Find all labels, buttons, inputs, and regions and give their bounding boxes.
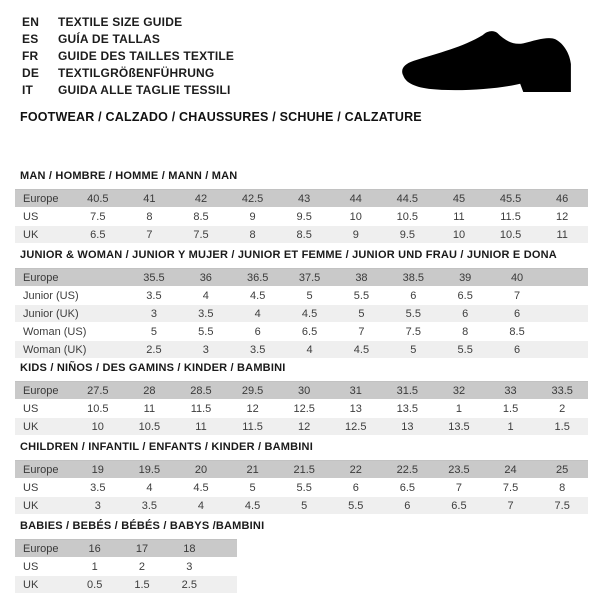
size-cell: 2 [536,400,588,418]
size-cell: 12 [278,418,330,436]
size-cell: 12 [227,400,279,418]
row-label: UK [15,576,71,594]
size-cell: 4 [232,305,284,323]
size-cell: 11 [536,226,588,244]
size-cell: 1.5 [485,400,537,418]
table-rule [15,539,237,594]
size-cell: 10.5 [485,226,537,244]
size-cell: 6 [439,305,491,323]
size-cell: 36 [180,269,232,287]
size-cell: 1 [71,558,118,576]
size-cell: 4.5 [284,305,336,323]
size-cell: 4.5 [227,497,279,515]
spacer-cell [213,558,237,576]
lang-title: GUÍA DE TALLAS [58,31,161,46]
size-cell: 23.5 [433,461,485,479]
size-cell: 5 [284,287,336,305]
table-rule [15,460,588,515]
size-cell: 35.5 [128,269,180,287]
size-cell: 7.5 [536,497,588,515]
size-cell: 27.5 [72,382,124,400]
size-cell: 6.5 [72,226,124,244]
size-cell: 5.5 [278,479,330,497]
size-cell: 13 [330,400,382,418]
size-cell: 28 [124,382,176,400]
size-cell: 7 [433,479,485,497]
row-label: US [15,208,72,226]
size-cell: 10.5 [72,400,124,418]
table-row-sizes [15,226,588,244]
size-cell: 4 [124,479,176,497]
size-cell: 8.5 [491,323,543,341]
row-label: Junior (UK) [15,305,128,323]
size-cell: 29.5 [227,382,279,400]
size-cell: 4 [175,497,227,515]
size-cell: 18 [166,540,213,558]
size-cell: 42 [175,190,227,208]
size-cell: 7.5 [175,226,227,244]
size-cell: 21.5 [278,461,330,479]
lang-code: DE [22,65,40,80]
size-table-kids [15,382,588,436]
size-cell: 0.5 [71,576,118,594]
size-cell: 3 [128,305,180,323]
size-cell: 38 [336,269,388,287]
table-row-region-header [15,540,237,558]
size-cell: 45.5 [485,190,537,208]
table-row-region-header [15,269,588,287]
table-rule [15,268,588,359]
spacer-cell [543,323,588,341]
size-cell: 19 [72,461,124,479]
size-cell: 32 [433,382,485,400]
size-cell: 7 [124,226,176,244]
size-cell: 13.5 [382,400,434,418]
size-cell: 6 [382,497,434,515]
lang-code: EN [22,14,40,29]
row-label: Woman (UK) [15,341,128,359]
size-cell: 41 [124,190,176,208]
size-cell: 5 [336,305,388,323]
size-cell: 19.5 [124,461,176,479]
size-cell: 9 [227,208,279,226]
size-cell: 25 [536,461,588,479]
spacer-cell [543,269,588,287]
size-cell: 16 [71,540,118,558]
size-cell: 13 [382,418,434,436]
lang-title: TEXTILE SIZE GUIDE [58,14,183,29]
size-cell: 6.5 [284,323,336,341]
size-cell: 33 [485,382,537,400]
size-cell: 10.5 [382,208,434,226]
size-cell: 36.5 [232,269,284,287]
size-cell: 3 [166,558,213,576]
spacer-cell [543,287,588,305]
size-cell: 2.5 [128,341,180,359]
size-cell: 10.5 [124,418,176,436]
size-cell: 11.5 [485,208,537,226]
table-title-junior-woman: JUNIOR & WOMAN / JUNIOR Y MUJER / JUNIOR ET FEMME / JUNIOR UND FRAU / JUNIOR E DONA [20,249,557,261]
size-table-junior-woman [15,269,588,359]
size-table-babies [15,540,237,594]
lang-title: GUIDA ALLE TAGLIE TESSILI [58,82,231,97]
size-cell: 8 [227,226,279,244]
size-cell: 5.5 [387,305,439,323]
size-cell: 7.5 [485,479,537,497]
size-cell: 8 [536,479,588,497]
size-cell: 4.5 [175,479,227,497]
table-row-region-header [15,190,588,208]
row-label: Woman (US) [15,323,128,341]
lang-row-de [22,64,234,81]
size-cell: 21 [227,461,279,479]
size-cell: 44.5 [382,190,434,208]
table-row-sizes [15,479,588,497]
size-cell: 11 [433,208,485,226]
lang-code: IT [22,82,34,97]
size-cell: 4.5 [232,287,284,305]
table-row-region-header [15,382,588,400]
row-label: Junior (US) [15,287,128,305]
size-cell: 1 [433,400,485,418]
size-cell: 12 [536,208,588,226]
size-cell: 4 [180,287,232,305]
table-title-man: MAN / HOMBRE / HOMME / MANN / MAN [20,170,238,182]
size-cell: 6 [491,305,543,323]
size-cell: 8.5 [175,208,227,226]
size-cell: 10 [72,418,124,436]
lang-row-es [22,30,234,47]
size-cell: 3.5 [232,341,284,359]
language-title-block [22,13,234,98]
size-cell: 39 [439,269,491,287]
section-junior-woman [15,249,588,359]
lang-row-it [22,81,234,98]
size-cell: 3.5 [72,479,124,497]
section-children [15,441,588,515]
size-cell: 6.5 [382,479,434,497]
dress-shoe-icon [398,28,574,98]
lang-title: GUIDE DES TAILLES TEXTILE [58,48,235,63]
size-cell: 46 [536,190,588,208]
size-cell: 6 [491,341,543,359]
size-cell: 10 [433,226,485,244]
row-label: UK [15,497,72,515]
size-cell: 5.5 [336,287,388,305]
table-row-sizes [15,341,588,359]
size-cell: 11 [175,418,227,436]
row-label: Europe [15,190,72,208]
spacer-cell [213,540,237,558]
lang-row-fr [22,47,234,64]
size-cell: 20 [175,461,227,479]
size-cell: 5 [278,497,330,515]
category-heading: FOOTWEAR / CALZADO / CHAUSSURES / SCHUHE / CALZATURE [20,110,422,124]
size-cell: 5.5 [180,323,232,341]
size-cell: 5 [128,323,180,341]
size-cell: 6.5 [439,287,491,305]
size-cell: 4 [284,341,336,359]
section-man [15,170,588,244]
table-row-sizes [15,287,588,305]
size-cell: 13.5 [433,418,485,436]
size-cell: 7 [491,287,543,305]
size-cell: 12.5 [330,418,382,436]
size-cell: 17 [118,540,165,558]
size-cell: 1 [485,418,537,436]
size-cell: 3.5 [180,305,232,323]
table-row-sizes [15,418,588,436]
size-cell: 9.5 [278,208,330,226]
size-cell: 38.5 [387,269,439,287]
lang-title: TEXTILGRÖßENFÜHRUNG [58,65,215,80]
table-title-kids: KIDS / NIÑOS / DES GAMINS / KINDER / BAMBINI [20,362,286,374]
table-row-sizes [15,323,588,341]
size-cell: 10 [330,208,382,226]
size-cell: 11.5 [175,400,227,418]
section-babies [15,520,265,594]
size-cell: 8 [124,208,176,226]
size-cell: 4.5 [336,341,388,359]
table-row-sizes [15,497,588,515]
size-cell: 33.5 [536,382,588,400]
table-row-sizes [15,400,588,418]
section-kids [15,362,588,436]
lang-code: ES [22,31,39,46]
size-cell: 22.5 [382,461,434,479]
size-cell: 1.5 [536,418,588,436]
size-cell: 8.5 [278,226,330,244]
size-table-man [15,190,588,244]
row-label: US [15,479,72,497]
size-cell: 11.5 [227,418,279,436]
spacer-cell [213,576,237,594]
table-title-children: CHILDREN / INFANTIL / ENFANTS / KINDER / BAMBINI [20,441,313,453]
size-cell: 40 [491,269,543,287]
size-cell: 6 [232,323,284,341]
size-cell: 45 [433,190,485,208]
size-cell: 31 [330,382,382,400]
size-cell: 43 [278,190,330,208]
row-label: Europe [15,540,71,558]
size-cell: 2 [118,558,165,576]
size-cell: 9 [330,226,382,244]
size-cell: 3.5 [128,287,180,305]
row-label: Europe [15,382,72,400]
size-cell: 30 [278,382,330,400]
size-cell: 31.5 [382,382,434,400]
lang-row-en [22,13,234,30]
table-title-babies: BABIES / BEBÉS / BÉBÉS / BABYS /BAMBINI [20,520,265,532]
row-label: US [15,558,71,576]
size-cell: 3 [180,341,232,359]
table-row-sizes [15,558,237,576]
size-cell: 5 [227,479,279,497]
spacer-cell [543,341,588,359]
row-label: Europe [15,269,128,287]
size-cell: 3.5 [124,497,176,515]
table-rule [15,189,588,244]
size-cell: 5.5 [439,341,491,359]
spacer-cell [543,305,588,323]
size-cell: 40.5 [72,190,124,208]
table-rule [15,381,588,436]
table-row-sizes [15,576,237,594]
size-cell: 3 [72,497,124,515]
size-cell: 7.5 [72,208,124,226]
size-table-children [15,461,588,515]
row-label: UK [15,226,72,244]
size-cell: 7 [485,497,537,515]
size-cell: 28.5 [175,382,227,400]
table-row-sizes [15,208,588,226]
size-cell: 5 [387,341,439,359]
size-cell: 37.5 [284,269,336,287]
size-cell: 12.5 [278,400,330,418]
size-cell: 5.5 [330,497,382,515]
row-label: Europe [15,461,72,479]
size-cell: 22 [330,461,382,479]
size-cell: 1.5 [118,576,165,594]
size-cell: 42.5 [227,190,279,208]
table-row-sizes [15,305,588,323]
table-row-region-header [15,461,588,479]
row-label: UK [15,418,72,436]
size-cell: 6.5 [433,497,485,515]
row-label: US [15,400,72,418]
size-cell: 6 [330,479,382,497]
size-cell: 11 [124,400,176,418]
size-cell: 2.5 [166,576,213,594]
size-cell: 9.5 [382,226,434,244]
size-cell: 7.5 [387,323,439,341]
size-cell: 44 [330,190,382,208]
size-cell: 7 [336,323,388,341]
size-cell: 8 [439,323,491,341]
size-cell: 6 [387,287,439,305]
lang-code: FR [22,48,39,63]
size-cell: 24 [485,461,537,479]
